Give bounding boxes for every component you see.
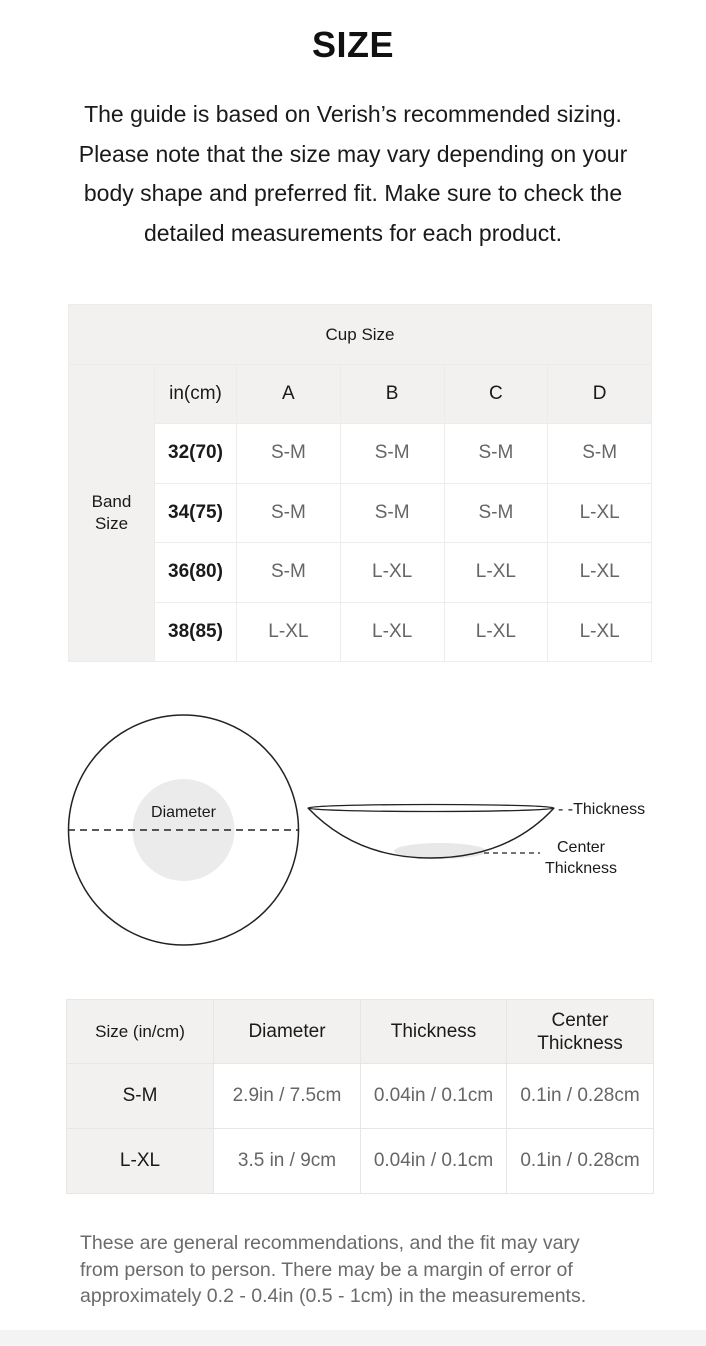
size-cell: S-M xyxy=(237,483,341,543)
size-cell: S-M xyxy=(444,424,548,484)
table-row xyxy=(69,602,652,662)
unit-label: in(cm) xyxy=(155,365,237,424)
band-size-label-line: Size xyxy=(94,514,129,533)
cup-size-header-row xyxy=(69,305,652,365)
intro-line: body shape and preferred fit. Make sure to check the xyxy=(83,180,623,206)
thickness-label xyxy=(558,801,645,818)
table-row xyxy=(69,483,652,543)
pad-measurement-diagram xyxy=(0,700,706,960)
diameter-column-header: Diameter xyxy=(214,1000,361,1064)
intro-line: Please note that the size may vary depending on your xyxy=(78,140,628,167)
intro-line: The guide is based on Verish’s recommended sizing. xyxy=(84,101,622,127)
band-size-cell: 32(70) xyxy=(155,424,237,484)
table-row xyxy=(67,1064,654,1129)
size-cell: L-XL xyxy=(548,543,652,603)
page-title: SIZE xyxy=(311,24,394,65)
center-thickness-label-line2: Thickness xyxy=(544,860,618,877)
band-size-label xyxy=(69,365,155,662)
size-column-header: Size (in/cm) xyxy=(67,1000,214,1064)
disclaimer-note xyxy=(80,1230,640,1310)
cup-letters-row xyxy=(69,365,652,424)
thickness-prefix: - - xyxy=(558,801,574,818)
size-cell: S-M xyxy=(340,483,444,543)
diameter-cell: 3.5 in / 9cm xyxy=(214,1129,361,1194)
cup-header-d: D xyxy=(548,365,652,424)
thickness-cell: 0.04in / 0.1cm xyxy=(361,1129,507,1194)
note-line: approximately 0.2 - 0.4in (0.5 - 1cm) in the measurements. xyxy=(80,1285,587,1307)
cup-rim xyxy=(308,805,554,812)
thickness-text: Thickness xyxy=(573,801,646,818)
size-cell: L-XL xyxy=(340,602,444,662)
cup-size-label: Cup Size xyxy=(69,305,652,365)
pad-center-area xyxy=(133,779,235,881)
size-cell: S-M xyxy=(548,424,652,484)
size-cell: L-XL xyxy=(340,543,444,603)
diameter-cell: 2.9in / 7.5cm xyxy=(214,1064,361,1129)
size-cell: L-XL xyxy=(548,483,652,543)
size-cell: L-XL xyxy=(67,1129,214,1194)
cup-header-b: B xyxy=(340,365,444,424)
size-cell: S-M xyxy=(237,424,341,484)
size-cell: S-M xyxy=(444,483,548,543)
size-cell: S-M xyxy=(340,424,444,484)
band-size-cell: 34(75) xyxy=(155,483,237,543)
table-row xyxy=(67,1129,654,1194)
size-cell: L-XL xyxy=(444,543,548,603)
center-thickness-cell: 0.1in / 0.28cm xyxy=(507,1129,654,1194)
thickness-column-header: Thickness xyxy=(361,1000,507,1064)
diameter-label: Diameter xyxy=(151,804,216,821)
dimensions-header-row xyxy=(67,1000,654,1064)
thickness-cell: 0.04in / 0.1cm xyxy=(361,1064,507,1129)
size-cell: S-M xyxy=(237,543,341,603)
dimensions-table xyxy=(66,999,654,1194)
note-line: from person to person. There may be a margin of error of xyxy=(80,1258,573,1281)
size-cell: S-M xyxy=(67,1064,214,1129)
intro-line: detailed measurements for each product. xyxy=(143,219,563,246)
cup-size-table xyxy=(68,304,652,662)
center-thickness-column-header xyxy=(507,1000,654,1064)
size-cell: L-XL xyxy=(237,602,341,662)
center-thickness-label-line1: Center xyxy=(556,839,606,856)
center-thickness-cell: 0.1in / 0.28cm xyxy=(507,1064,654,1129)
size-cell: L-XL xyxy=(548,602,652,662)
footer-background xyxy=(0,1330,706,1346)
center-thickness-header-line: Center xyxy=(551,1009,609,1031)
center-thickness-header-line: Thickness xyxy=(537,1032,623,1054)
table-row xyxy=(69,543,652,603)
intro-text xyxy=(40,95,666,253)
note-line: These are general recommendations, and the fit may vary xyxy=(80,1232,580,1254)
band-size-cell: 36(80) xyxy=(155,543,237,603)
cup-header-c: C xyxy=(444,365,548,424)
cup-header-a: A xyxy=(237,365,341,424)
band-size-label-line: Band xyxy=(91,492,132,511)
band-size-cell: 38(85) xyxy=(155,602,237,662)
size-cell: L-XL xyxy=(444,602,548,662)
table-row xyxy=(69,424,652,484)
